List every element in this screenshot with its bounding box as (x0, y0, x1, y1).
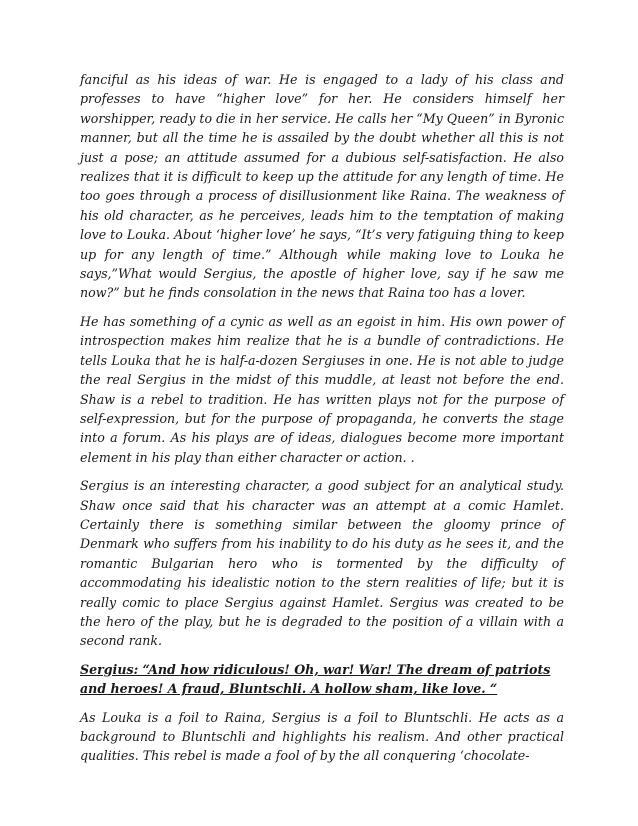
paragraph-cynic-egoist: He has something of a cynic as well as an egoist in him. His own power of introspection makes him realize that he is a bundle of contradictions. He tells Louka that he is half-a-dozen Sergiuses in one. He is not able to judge the real Sergius in the midst of this muddle, at least not before the end. Shaw is a rebel to tradition. He has written plays not for the purpose of self-expression, but for the purpose of propaganda, he converts the stage into a forum. As his plays are of ideas, dialogues become more important element in his play than either character or action. . (80, 313, 564, 465)
paragraph-foil: As Louka is a foil to Raina, Sergius is a foil to Bluntschli. He acts as a background to Bluntschli and highlights his realism. And other practical qualities. This rebel is made a fool of by the all conquering ‘chocolate- (80, 709, 564, 764)
document-page (80, 70, 564, 775)
paragraph-sergius-love: fanciful as his ideas of war. He is engaged to a lady of his class and professes to have “higher love” for her. He considers himself her worshipper, ready to die in her service. He calls her “My Queen” in Byronic manner, but all the time he is assailed by the doubt whether all this is not just a pose; an attitude assumed for a dubious self-satisfaction. He also realizes that it is difficult to keep up the attitude for any length of time. He too goes through a process of disillusionment like Raina. The weakness of his old character, as he perceives, leads him to the temptation of making love to Louka. About ‘higher love’ he says, “It’s very fatiguing thing to keep up for any length of time.” Although while making love to Louka he says,”What would Sergius, the apostle of higher love, say if he saw me now?” but he finds consolation in the news that Raina too has a lover. (80, 72, 564, 301)
sergius-quote: Sergius: “And how ridiculous! Oh, war! War! The dream of patriots and heroes! A fraud, Bluntschli. A hollow sham, like love. “ (80, 661, 551, 697)
paragraph-comic-hamlet: Sergius is an interesting character, a good subject for an analytical study. Shaw once said that his character was an attempt at a comic Hamlet. Certainly there is something similar between the gloomy prince of Denmark who suffers from his inability to do his duty as he sees it, and the romantic Bulgarian hero who is tormented by the difficulty of accommodating his idealistic notion to the stern realities of life; but it is really comic to place Sergius against Hamlet. Sergius was created to be the hero of the play, but he is degraded to the position of a villain with a second rank. (80, 478, 564, 649)
